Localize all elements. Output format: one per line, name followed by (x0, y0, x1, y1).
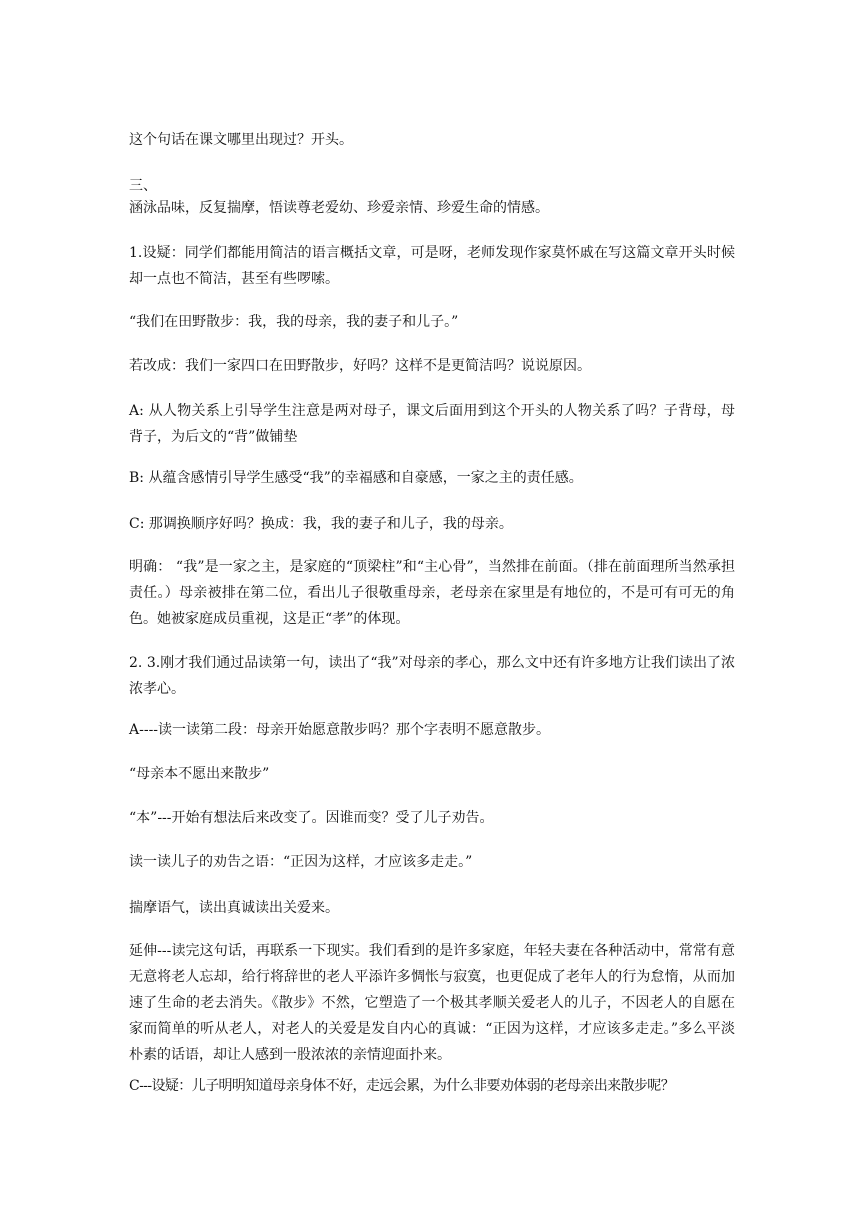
paragraph-question-1: 1.设疑：同学们都能用简洁的语言概括文章，可是呀，老师发现作家莫怀戚在写这篇文章开头时候却一点也不简洁，甚至有些啰嗦。 (129, 245, 735, 287)
paragraph-question-2-3: 2. 3.刚才我们通过品读第一句，读出了“我”对母亲的孝心，那么文中还有许多地方让我们读出了浓浓孝心。 (129, 655, 735, 697)
paragraph-ben: “本”---开始有想法后来改变了。因谁而变？受了儿子劝告。 (129, 810, 494, 826)
paragraph-tone: 揣摩语气，读出真诚读出关爱来。 (129, 900, 339, 916)
paragraph-quote-2: “母亲本不愿出来散步” (129, 766, 270, 782)
paragraph-feelings: 涵泳品味，反复揣摩，悟读尊老爱幼、珍爱亲情、珍爱生命的情感。 (129, 200, 549, 216)
paragraph-answer-a: A: 从人物关系上引导学生注意是两对母子，课文后面用到这个开头的人物关系了吗？子背母，母背子，为后文的“背”做铺垫 (129, 403, 735, 445)
paragraph-location: 这个句话在课文哪里出现过？开头。 (129, 132, 353, 148)
paragraph-quote-1: “我们在田野散步：我，我的母亲，我的妻子和儿子。” (129, 314, 459, 330)
section-heading-three: 三、 (129, 178, 157, 194)
paragraph-extension: 延伸---读完这句话，再联系一下现实。我们看到的是许多家庭，年轻夫妻在各种活动中，常常有意无意将老人忘却，给行将辞世的老人平添许多惆怅与寂寞，也更促成了老年人的行为怠惰，从而加速了生命的老去消失。《散步》不然，它塑造了一个极其孝顺关爱老人的儿子，不因老人的自愿在家而简单的听从老人，对老人的关爱是发自内心的真诚：“正因为这样，才应该多走走。”多么平淡朴素的话语，却让人感到一股浓浓的亲情迎面扑来。 (129, 943, 735, 1063)
paragraph-rewrite: 若改成：我们一家四口在田野散步，好吗？这样不是更简洁吗？说说原因。 (129, 358, 591, 374)
paragraph-advice: 读一读儿子的劝告之语：“正因为这样，才应该多走走。” (129, 854, 473, 870)
paragraph-question-c: C---设疑：儿子明明知道母亲身体不好，走远会累，为什么非要劝体弱的老母亲出来散步呢？ (129, 1078, 675, 1094)
paragraph-answer-c: C: 那调换顺序好吗？换成：我，我的妻子和儿子，我的母亲。 (129, 516, 513, 532)
paragraph-read-second: A----读一读第二段：母亲开始愿意散步吗？那个字表明不愿意散步。 (129, 722, 551, 738)
paragraph-clarification: 明确： “我”是一家之主，是家庭的“顶梁柱”和“主心骨”，当然排在前面。（排在前面理所当然承担责任。）母亲被排在第二位，看出儿子很敬重母亲，老母亲在家里是有地位的，不是可有可无的角色。她被家庭成员重视，这是正“孝”的体现。 (129, 559, 735, 627)
paragraph-answer-b: B: 从蕴含感情引导学生感受“我”的幸福感和自豪感，一家之主的责任感。 (129, 470, 583, 486)
